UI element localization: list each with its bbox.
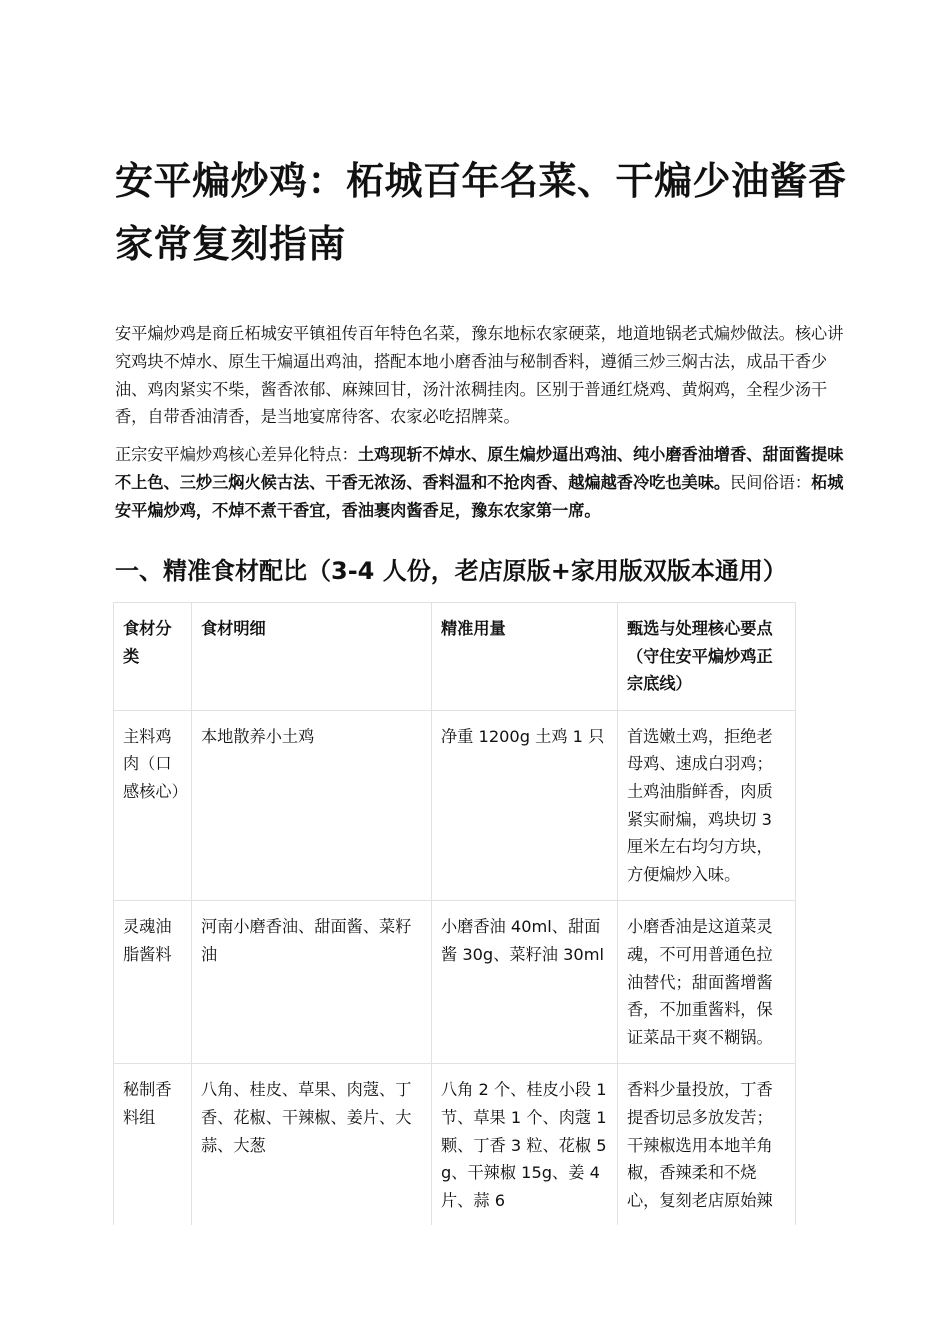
features-paragraph	[115, 441, 850, 524]
cell-detail: 河南小磨香油、甜面酱、菜籽油	[192, 901, 432, 1064]
table-row	[114, 710, 796, 901]
page-title: 安平煸炒鸡：柘城百年名菜、干煸少油酱香家常复刻指南	[115, 159, 847, 266]
cell-category: 灵魂油脂酱料	[114, 901, 192, 1064]
features-highlight: 土鸡现斩不焯水、原生煸炒逼出鸡油、纯小磨香油增香、甜面酱提味不上色、三炒三焖火候古法、干香无浓汤、香料温和不抢肉香、越煸越香冷吃也美味。	[115, 445, 844, 492]
cell-notes: 香料少量投放，丁香提香切忌多放发苦；干辣椒选用本地羊角椒，香辣柔和不烧心，复刻老店原始辣	[618, 1064, 796, 1225]
cell-notes: 首选嫩土鸡，拒绝老母鸡、速成白羽鸡；土鸡油脂鲜香，肉质紧实耐煸，鸡块切 3 厘米左右均匀方块，方便煸炒入味。	[618, 710, 796, 901]
cell-notes: 小磨香油是这道菜灵魂，不可用普通色拉油替代；甜面酱增酱香，不加重酱料，保证菜品干爽不糊锅。	[618, 901, 796, 1064]
table-header-row	[114, 603, 796, 711]
cell-amount: 小磨香油 40ml、甜面酱 30g、菜籽油 30ml	[432, 901, 618, 1064]
cell-category: 秘制香料组	[114, 1064, 192, 1225]
header-category: 食材分类	[114, 603, 192, 711]
ingredients-table	[113, 602, 796, 1225]
cell-amount: 八角 2 个、桂皮小段 1 节、草果 1 个、肉蔻 1 颗、丁香 3 粒、花椒 5g、干辣椒 15g、姜 4 片、蒜 6	[432, 1064, 618, 1225]
cell-detail: 本地散养小土鸡	[192, 710, 432, 901]
saying-text: 柘城安平煸炒鸡，不焯不煮干香宜，香油裹肉酱香足，豫东农家第一席。	[115, 472, 844, 520]
table-row	[114, 901, 796, 1064]
table-row	[114, 1064, 796, 1225]
header-amount: 精准用量	[432, 603, 618, 711]
cell-category: 主料鸡肉（口感核心）	[114, 710, 192, 901]
features-prefix: 正宗安平煸炒鸡核心差异化特点：	[115, 445, 358, 464]
saying-prefix: 民间俗语：	[730, 472, 812, 492]
header-notes: 甄选与处理核心要点（守住安平煸炒鸡正宗底线）	[618, 603, 796, 711]
cell-amount: 净重 1200g 土鸡 1 只	[432, 710, 618, 901]
ingredients-table-wrapper	[113, 602, 797, 1225]
header-detail: 食材明细	[192, 603, 432, 711]
section-heading: 一、精准食材配比（3-4 人份，老店原版+家用版双版本通用）	[115, 557, 787, 585]
intro-paragraph: 安平煸炒鸡是商丘柘城安平镇祖传百年特色名菜，豫东地标农家硬菜，地道地锅老式煸炒做法。核心讲究鸡块不焯水、原生干煸逼出鸡油，搭配本地小磨香油与秘制香料，遵循三炒三焖古法，成品干香少油、鸡肉紧实不柴，酱香浓郁、麻辣回甘，汤汁浓稠挂肉。区别于普通红烧鸡、黄焖鸡，全程少汤干香，自带香油清香，是当地宴席待客、农家必吃招牌菜。	[115, 324, 844, 427]
cell-detail: 八角、桂皮、草果、肉蔻、丁香、花椒、干辣椒、姜片、大蒜、大葱	[192, 1064, 432, 1225]
